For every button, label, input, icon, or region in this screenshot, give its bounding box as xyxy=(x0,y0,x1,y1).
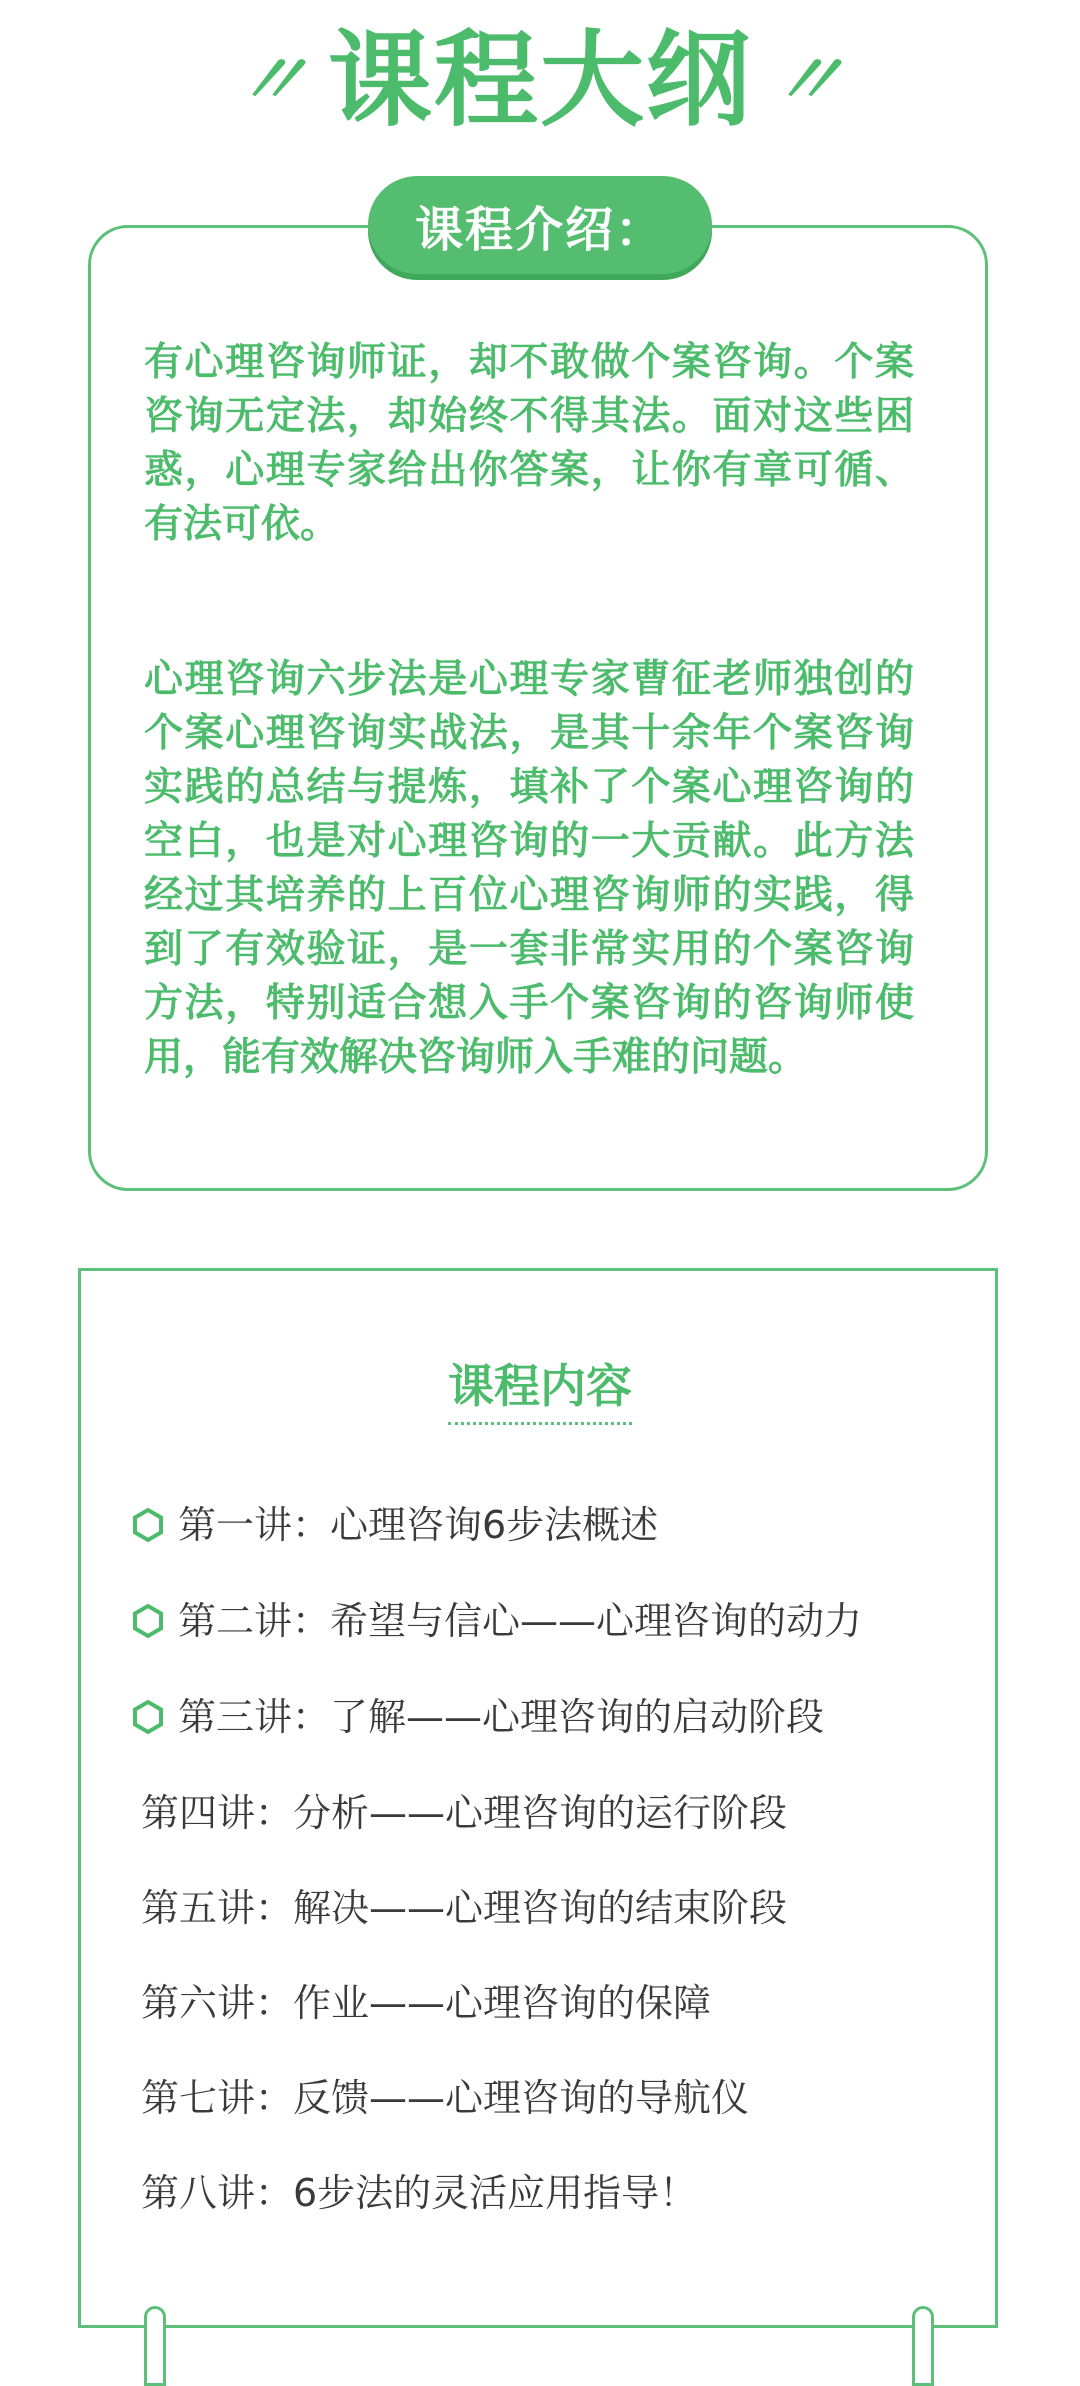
lecture-text: 第二讲：希望与信心——心理咨询的动力 xyxy=(178,1599,863,1643)
decorative-pole-right xyxy=(912,2306,934,2386)
page-title: 课程大纲 xyxy=(327,19,752,141)
left-quote-mark: 〃 xyxy=(227,38,317,122)
decorative-pole-left xyxy=(144,2306,166,2386)
lecture-item-7 xyxy=(141,2076,750,2120)
lecture-text: 第六讲：作业——心理咨询的保障 xyxy=(141,1981,712,2025)
lecture-text: 第一讲：心理咨询6步法概述 xyxy=(178,1503,659,1547)
lecture-text: 第五讲：解决——心理咨询的结束阶段 xyxy=(141,1886,788,1930)
intro-label-pill: 课程介绍： xyxy=(368,176,712,274)
lecture-item-3 xyxy=(130,1695,825,1739)
lecture-item-5 xyxy=(141,1886,788,1930)
lecture-text: 第三讲：了解——心理咨询的启动阶段 xyxy=(178,1695,825,1739)
intro-paragraph-2: 心理咨询六步法是心理专家曹征老师独创的个案心理咨询实战法，是其十余年个案咨询实践的总结与提炼，填补了个案心理咨询的空白，也是对心理咨询的一大贡献。此方法经过其培养的上百位心理咨询师的实践，得到了有效验证，是一套非常实用的个案咨询方法，特别适合想入手个案咨询的咨询师使用，能有效解决咨询师入手难的问题。 xyxy=(144,657,914,1080)
section-title-wrap xyxy=(0,1350,1080,1425)
lecture-item-6 xyxy=(141,1981,712,2025)
lecture-text: 第八讲：6步法的灵活应用指导！ xyxy=(141,2171,698,2215)
hexagon-icon xyxy=(130,1603,166,1639)
lecture-item-8 xyxy=(141,2171,698,2215)
lecture-text: 第四讲：分析——心理咨询的运行阶段 xyxy=(141,1791,788,1835)
page-header xyxy=(0,20,1080,140)
lecture-text: 第七讲：反馈——心理咨询的导航仪 xyxy=(141,2076,750,2120)
lecture-item-2 xyxy=(130,1599,863,1643)
hexagon-icon xyxy=(130,1507,166,1543)
course-content-title: 课程内容 xyxy=(448,1350,632,1425)
right-quote-mark: 〃 xyxy=(763,38,853,122)
lecture-item-1 xyxy=(130,1503,659,1547)
intro-paragraph-1: 有心理咨询师证，却不敢做个案咨询。个案咨询无定法，却始终不得其法。面对这些困惑，心理专家给出你答案，让你有章可循、有法可依。 xyxy=(144,340,914,547)
lecture-item-4 xyxy=(141,1791,788,1835)
hexagon-icon xyxy=(130,1699,166,1735)
